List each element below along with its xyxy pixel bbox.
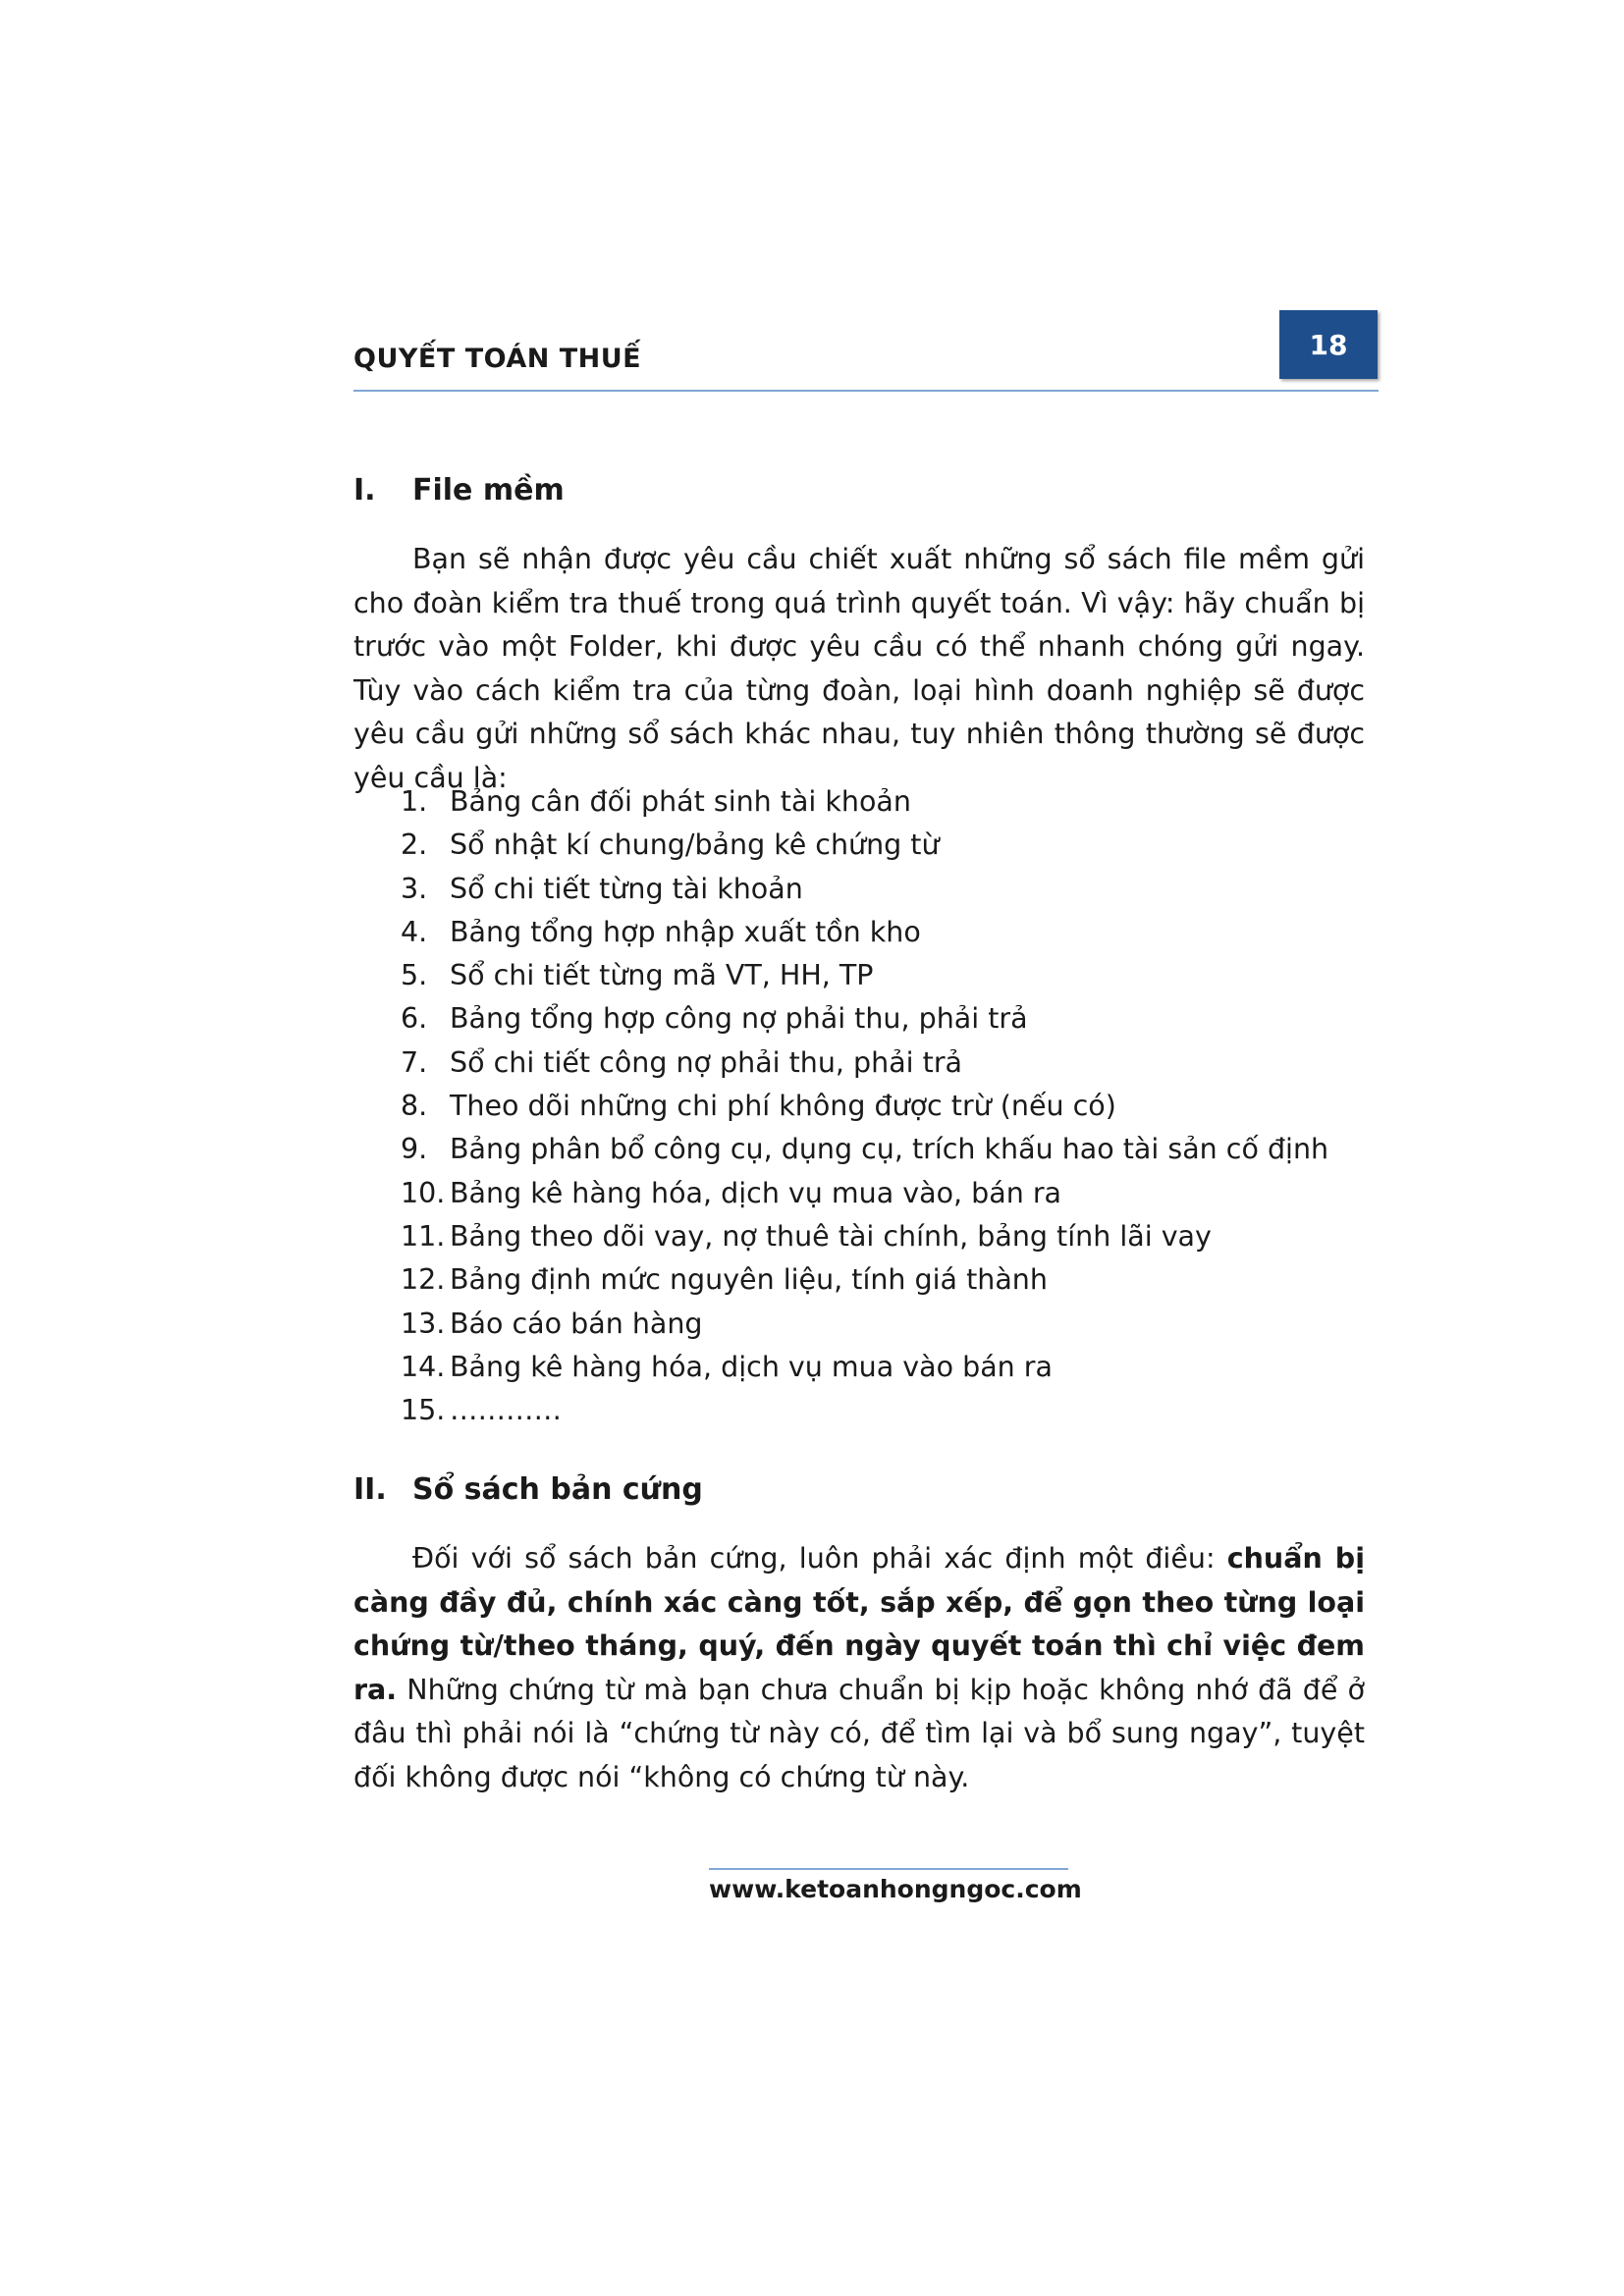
list-item-number: 1. [401,785,428,818]
list-item-number: 2. [401,828,428,862]
requested-documents-list [401,780,1328,1432]
header-divider [353,390,1379,392]
list-item-number: 4. [401,915,428,948]
list-item-text: Sổ chi tiết công nợ phải thu, phải trả [450,1045,963,1079]
section-2-para-end: Những chứng từ mà bạn chưa chuẩn bị kịp hoặc không nhớ đã để ở đâu thì phải nói là “chứng từ này có, để tìm lại và bổ sung ngay”, tuyệt đối không được nói “không có chứng từ này. [353,1673,1365,1793]
list-item [401,1215,1328,1258]
list-item-text: Bảng tổng hợp công nợ phải thu, phải trả [450,1002,1028,1036]
list-item-text: Bảng cân đối phát sinh tài khoản [450,785,911,818]
list-item-text: Báo cáo bán hàng [450,1307,703,1340]
section-1-number: I. [353,473,376,507]
list-item-number: 10. [401,1176,446,1209]
list-item [401,824,1328,867]
list-item-number: 8. [401,1090,428,1123]
list-item [401,868,1328,911]
list-item-text: Bảng kê hàng hóa, dịch vụ mua vào bán ra [450,1350,1053,1383]
list-item-text: Bảng định mức nguyên liệu, tính giá thành [450,1263,1048,1297]
page-number-badge: 18 [1279,310,1378,379]
list-item-number: 7. [401,1045,428,1079]
list-item [401,1346,1328,1389]
section-1-title: File mềm [412,473,565,507]
list-item [401,1389,1328,1432]
list-item-number: 14. [401,1350,446,1383]
section-2-heading [353,1472,703,1507]
list-item [401,1172,1328,1215]
list-item [401,1258,1328,1302]
section-1-heading [353,473,565,507]
section-2-para-start: Đối với sổ sách bản cứng, luôn phải xác định một điều: [412,1542,1227,1575]
list-item-number: 15. [401,1394,446,1427]
list-item [401,1303,1328,1346]
section-2-title: Sổ sách bản cứng [412,1472,703,1507]
list-item-number: 6. [401,1002,428,1036]
list-item-text: Bảng kê hàng hóa, dịch vụ mua vào, bán ra [450,1176,1062,1209]
section-2-number: II. [353,1472,387,1507]
list-item [401,780,1328,824]
section-1-paragraph-text: Bạn sẽ nhận được yêu cầu chiết xuất những sổ sách file mềm gửi cho đoàn kiểm tra thuế trong quá trình quyết toán. Vì vậy: hãy chuẩn bị trước vào một Folder, khi được yêu cầu có thể nhanh chóng gửi ngay. Tùy vào cách kiểm tra của từng đoàn, loại hình doanh nghiệp sẽ được yêu cầu gửi những sổ sách khác nhau, tuy nhiên thông thường sẽ được yêu cầu là: [353,543,1365,794]
running-header-title: QUYẾT TOÁN THUẾ [353,344,642,374]
list-item [401,911,1328,954]
list-item-text: Theo dõi những chi phí không được trừ (nếu có) [450,1090,1116,1123]
list-item-text: ………… [450,1394,562,1427]
section-1-paragraph [353,538,1365,800]
list-item-text: Bảng tổng hợp nhập xuất tồn kho [450,915,921,948]
list-item-number: 9. [401,1133,428,1166]
list-item-number: 11. [401,1219,446,1253]
footer-website: www.ketoanhongngoc.com [709,1875,1082,1903]
list-item-number: 13. [401,1307,446,1340]
list-item-number: 12. [401,1263,446,1297]
list-item-text: Sổ chi tiết từng mã VT, HH, TP [450,959,874,992]
section-2-para-emphasis: chuẩn bị càng đầy đủ, chính xác càng tốt, sắp xếp, để gọn theo từng loại chứng từ/theo tháng, quý, đến ngày quyết toán thì chỉ việc đem ra. [353,1542,1365,1706]
section-2-paragraph [353,1537,1365,1799]
list-item [401,954,1328,997]
list-item [401,997,1328,1041]
list-item-text: Sổ nhật kí chung/bảng kê chứng từ [450,828,940,862]
list-item-text: Sổ chi tiết từng tài khoản [450,872,803,905]
list-item [401,1085,1328,1128]
list-item-text: Bảng phân bổ công cụ, dụng cụ, trích khấu hao tài sản cố định [450,1133,1329,1166]
list-item [401,1128,1328,1171]
list-item-number: 3. [401,872,428,905]
list-item [401,1041,1328,1085]
footer-divider [709,1868,1068,1870]
list-item-text: Bảng theo dõi vay, nợ thuê tài chính, bảng tính lãi vay [450,1219,1212,1253]
list-item-number: 5. [401,959,428,992]
